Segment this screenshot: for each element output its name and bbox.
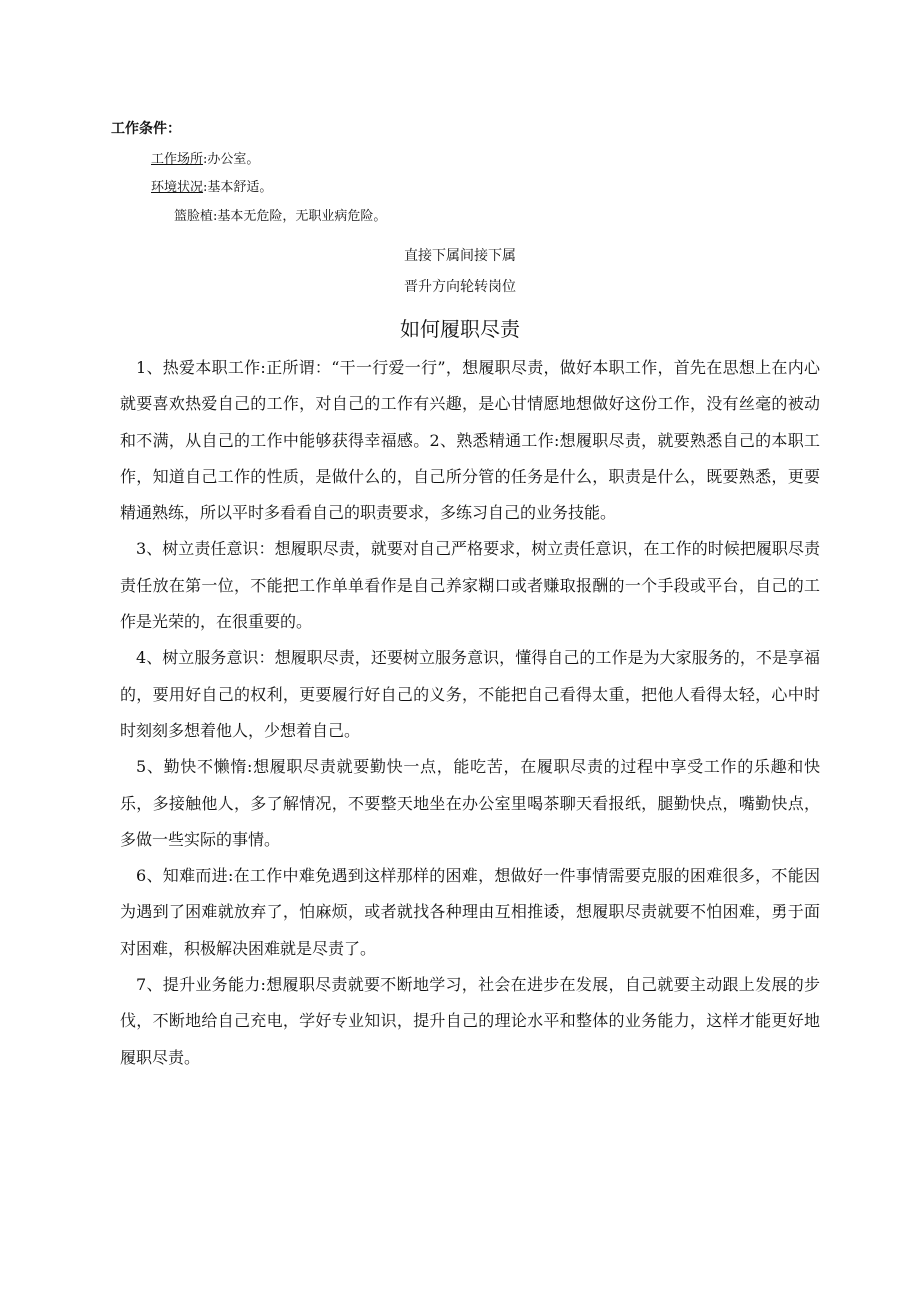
condition-label: 工作场所 — [151, 152, 204, 167]
article-body — [120, 350, 820, 1076]
condition-value: 篮脸植:基本无危险，无职业病危险。 — [174, 209, 387, 224]
conditions-title: 工作条件： — [111, 121, 181, 137]
condition-workplace — [151, 148, 259, 167]
article-paragraph: 7、提升业务能力:想履职尽责就要不断地学习，社会在进步在发展，自己就要主动跟上发展的步伐，不断地给自己充电，学好专业知识，提升自己的理论水平和整体的业务能力，这样才能更好地履职尽责。 — [120, 975, 820, 1067]
condition-value: :基本舒适。 — [203, 180, 273, 195]
article-paragraph: 5、勤快不懒惰:想履职尽责就要勤快一点，能吃苦，在履职尽责的过程中享受工作的乐趣和快乐，多接触他人，多了解情况，不要整天地坐在办公室里喝茶聊天看报纸，腿勤快点，嘴勤快点，多做一些实际的事情。 — [120, 757, 820, 849]
article-paragraph: 4、树立服务意识：想履职尽责，还要树立服务意识，懂得自己的工作是为大家服务的，不是享福的，要用好自己的权利，更要履行好自己的义务，不能把自己看得太重，把他人看得太轻，心中时时刻刻多想着他人，少想着自己。 — [120, 648, 820, 740]
article-title: 如何履职尽责 — [400, 317, 520, 341]
article-paragraph: 6、知难而进:在工作中难免遇到这样那样的困难，想做好一件事情需要克服的困难很多，不能因为遇到了困难就放弃了，怕麻烦，或者就找各种理由互相推诿，想履职尽责就要不怕困难，勇于面对困难，积极解决困难就是尽责了。 — [120, 866, 820, 958]
condition-label: 环境状况 — [151, 180, 204, 195]
condition-value: :办公室。 — [203, 152, 260, 167]
article-paragraph: 3、树立责任意识：想履职尽责，就要对自己严格要求，树立责任意识，在工作的时候把履职尽责责任放在第一位，不能把工作单单看作是自己养家糊口或者赚取报酬的一个手段或平台，自己的工作是光荣的，在很重要的。 — [120, 539, 820, 632]
subordinates-line: 直接下属间接下属 — [404, 248, 516, 264]
promotion-line: 晋升方向轮转岗位 — [404, 279, 516, 295]
article-paragraph: 1、热爱本职工作:正所谓：“干一行爱一行”，想履职尽责，做好本职工作，首先在思想上在内心就要喜欢热爱自己的工作，对自己的工作有兴趣，是心甘情愿地想做好这份工作，没有丝毫的被动和不满，从自己的工作中能够获得幸福感。2、熟悉精通工作:想履职尽责，就要熟悉自己的本职工作，知道自己工作的性质，是做什么的，自己所分管的任务是什么，职责是什么，既要熟悉，更要精通熟练，所以平时多看看自己的职责要求，多练习自己的业务技能。 — [120, 358, 820, 523]
condition-risk — [174, 205, 386, 224]
condition-environment — [151, 176, 272, 195]
